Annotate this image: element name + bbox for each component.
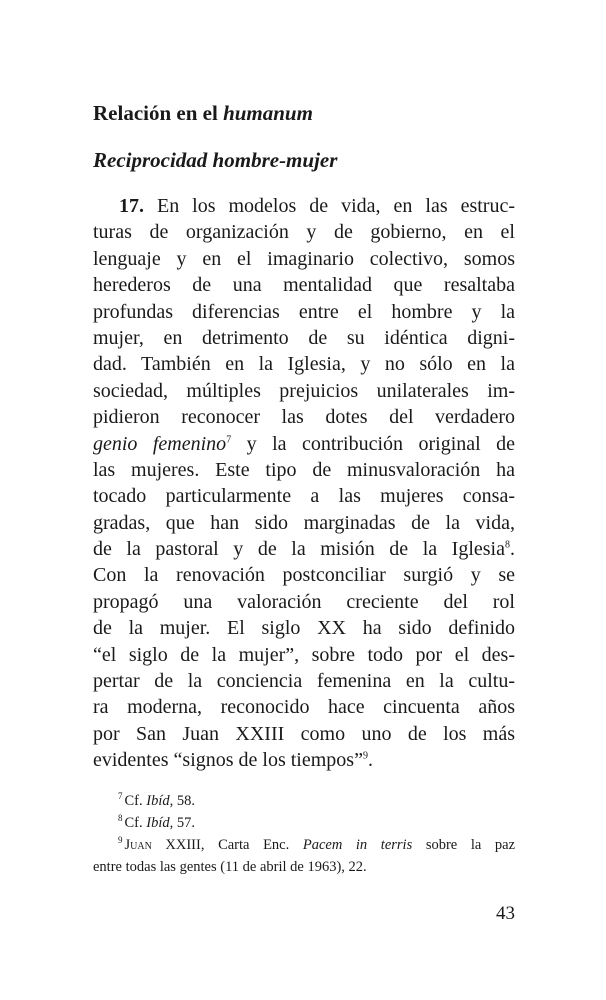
paragraph-number: 17. [119, 195, 144, 217]
paragraph-line: 17. En los modelos de vida, en las estruc- [119, 195, 515, 217]
paragraph-line: pertar de la conciencia femenina en la cultu- [93, 670, 515, 693]
footnote-ref-8[interactable]: 8 [505, 539, 510, 551]
paragraph-line: ra moderna, reconocido hace cincuenta años [93, 696, 515, 719]
paragraph-line: “el siglo de la mujer”, sobre todo por el des- [93, 643, 515, 666]
paragraph-line: tocado particularmente a las mujeres consa- [93, 485, 515, 508]
heading-italic-text: humanum [223, 101, 313, 125]
paragraph-line: profundas diferencias entre el hombre y la [93, 300, 515, 323]
paragraph-line: mujer, en detrimento de su idéntica digni- [93, 326, 515, 349]
section-heading [93, 101, 313, 126]
paragraph-line: lenguaje y en el imaginario colectivo, somos [93, 247, 515, 270]
subsection-heading: Reciprocidad hombre-mujer [93, 148, 338, 172]
italic-term: genio femenino [93, 432, 227, 455]
paragraph-line: por San Juan XXIII como uno de los más [93, 722, 515, 745]
paragraph-line: de la mujer. El siglo XX ha sido definido [93, 617, 515, 640]
paragraph-line: propagó una valoración creciente del rol [93, 590, 515, 613]
paragraph-line: de la pastoral y de la misión de la Iglesia$^8$. [93, 538, 515, 561]
footnote-7: $^7$ Cf. Ibíd, 58. [118, 791, 195, 809]
footnote-ref-7[interactable]: 7 [226, 433, 232, 445]
paragraph-line: turas de organización y de gobierno, en el [93, 221, 515, 244]
paragraph-line: pidieron reconocer las dotes del verdadero [93, 406, 515, 429]
paragraph-line: gradas, que han sido marginadas de la vida, [93, 511, 515, 534]
paragraph-line: herederos de una mentalidad que resaltaba [93, 274, 515, 297]
paragraph-line: Con la renovación postconciliar surgió y se [93, 564, 515, 587]
page-number: 43 [496, 903, 515, 924]
footnotes [93, 790, 515, 878]
paragraph-line: evidentes “signos de los tiempos”$^9$. [93, 749, 373, 772]
paragraph-17 [93, 193, 515, 774]
footnote-9: $^9$ Juan XXIII, Carta Enc. Pacem in terris sobre la paz [118, 835, 516, 853]
paragraph-line: dad. También en la Iglesia, y no sólo en la [93, 353, 515, 376]
footnote-author: Juan XXIII [124, 837, 201, 853]
footnote-ref-9[interactable]: 9 [362, 750, 368, 762]
footnote-8: $^8$ Cf. Ibíd, 57. [118, 813, 195, 831]
paragraph-line: sociedad, múltiples prejuicios unilaterales im- [93, 379, 515, 402]
paragraph-line: genio femenino$^7$ y la contribución original de [93, 432, 516, 455]
paragraph-line: las mujeres. Este tipo de minusvaloración ha [93, 458, 515, 481]
footnote-9-continuation: entre todas las gentes (11 de abril de 1963), 22. [93, 859, 367, 875]
heading-text: Relación en el [93, 101, 218, 125]
